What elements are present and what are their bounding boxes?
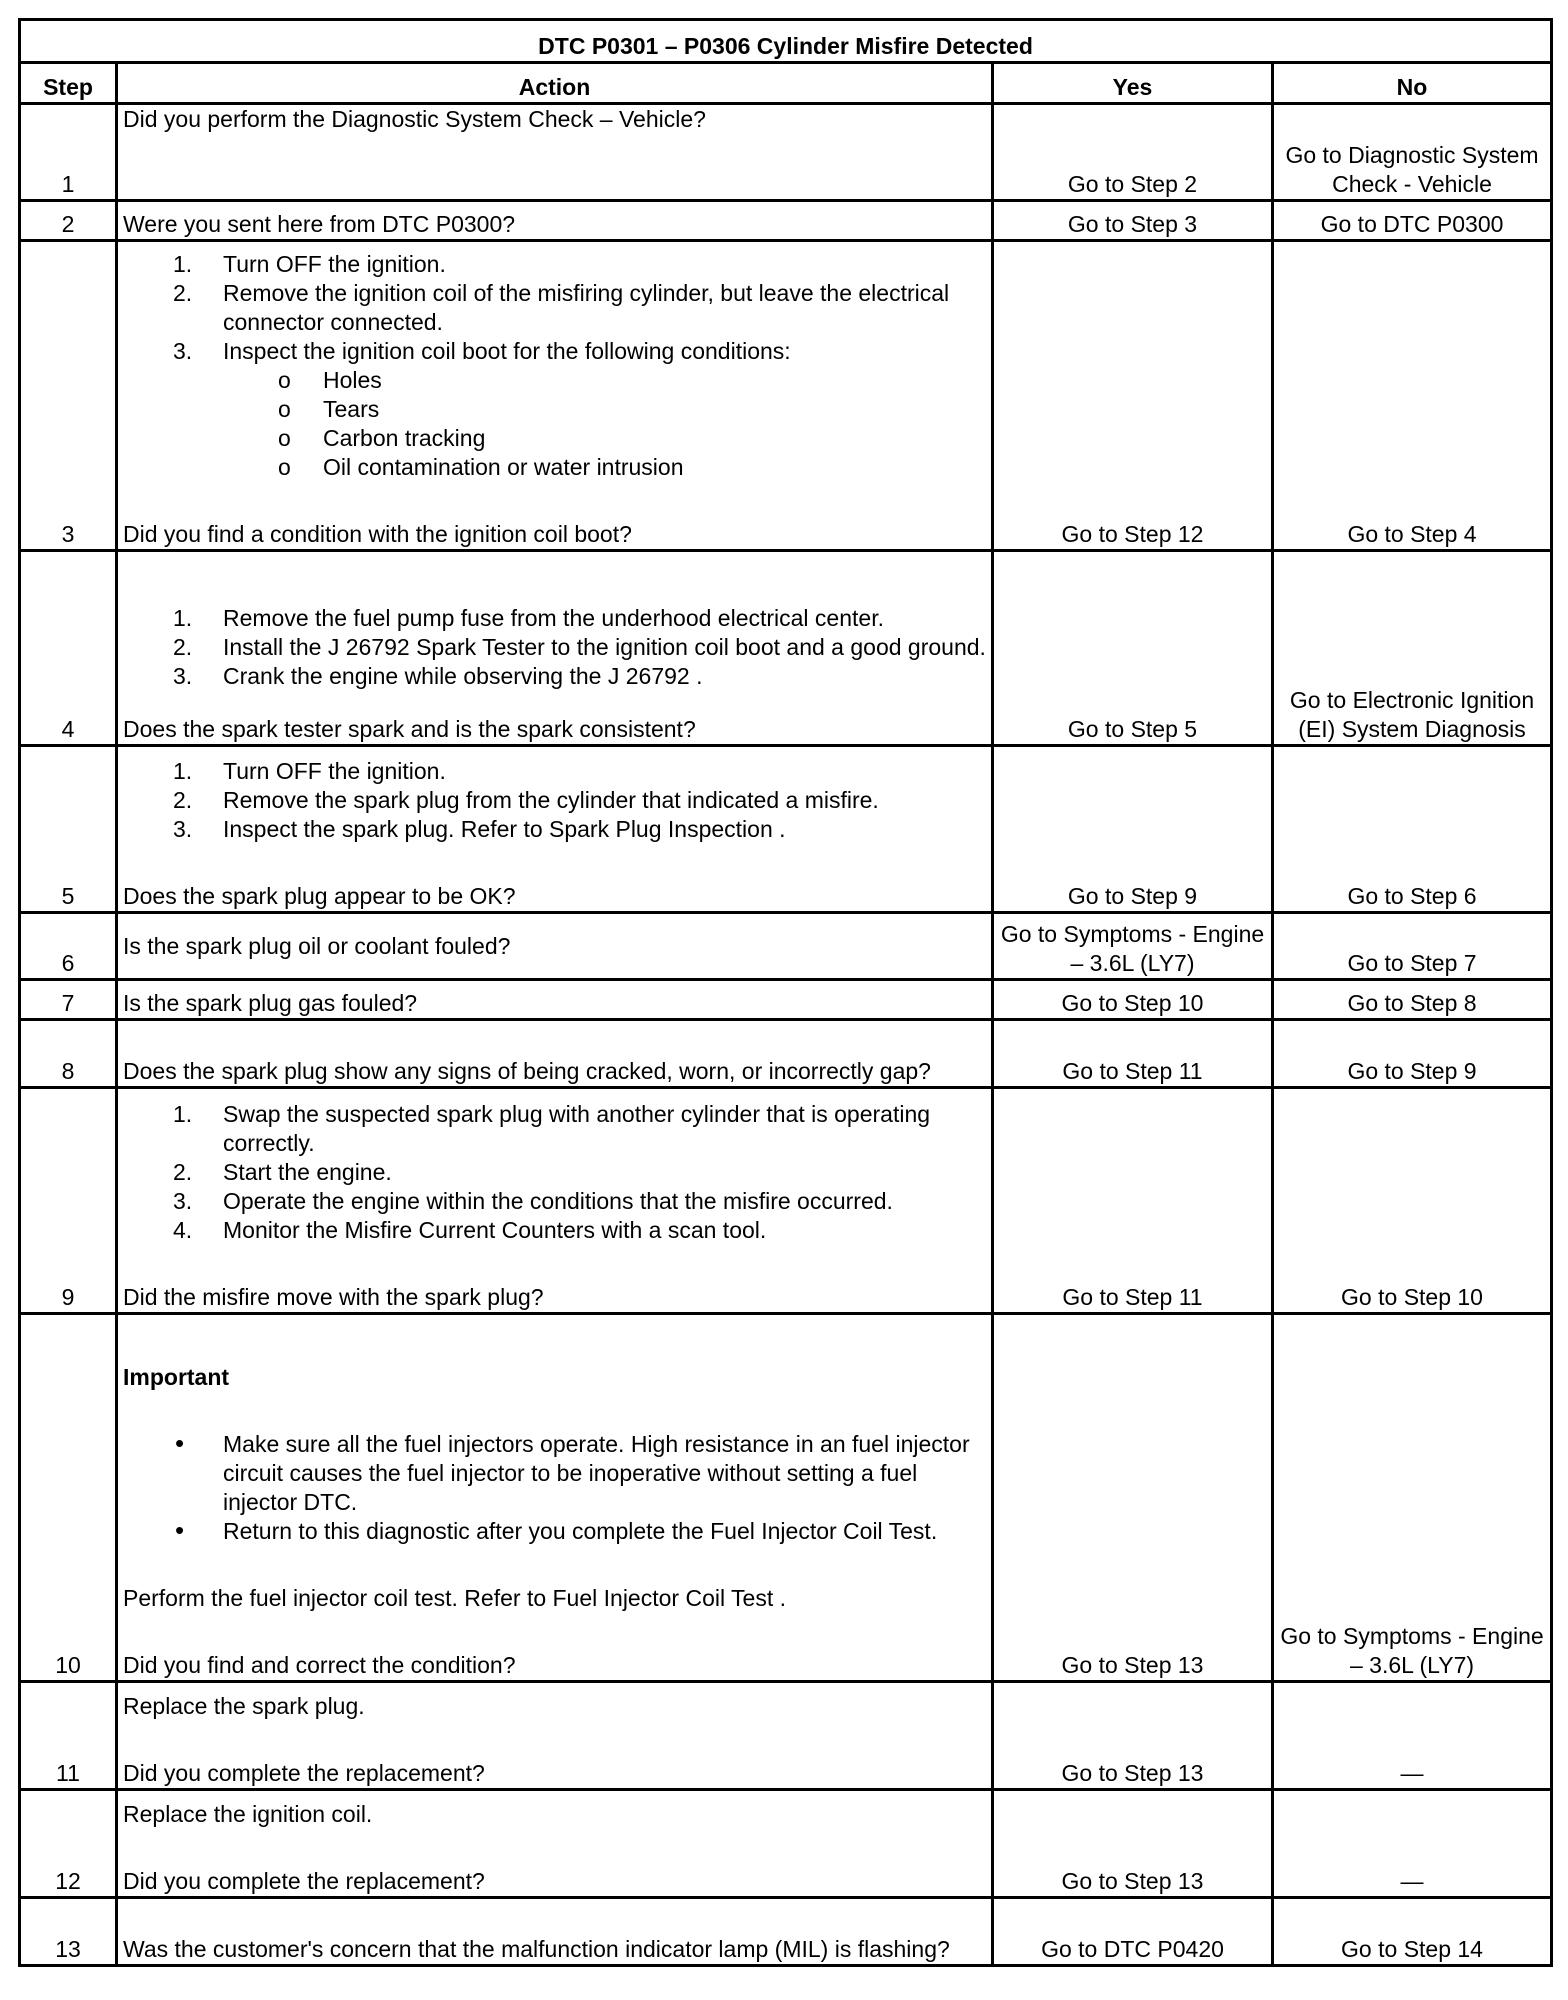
dtc-table <box>18 18 1553 1967</box>
step-number: 3 <box>20 241 117 551</box>
yes-cell[interactable]: Go to Step 3 <box>993 201 1273 241</box>
list-item: 1. Remove the fuel pump fuse from the underhood electrical center. <box>173 605 884 631</box>
instruction-list <box>123 250 986 366</box>
instruction-text: Replace the spark plug. <box>123 1693 365 1719</box>
question-text: Does the spark tester spark and is the spark consistent? <box>123 716 696 742</box>
table-row <box>20 201 1552 241</box>
list-item: 2. Start the engine. <box>173 1159 392 1185</box>
table-row <box>20 1020 1552 1088</box>
circle-bullet-icon: o <box>278 425 291 451</box>
step-number: 6 <box>20 913 117 980</box>
table-row <box>20 1790 1552 1898</box>
question-text: Did you complete the replacement? <box>123 1760 485 1786</box>
question-text: Does the spark plug appear to be OK? <box>123 883 516 909</box>
action-cell <box>117 913 993 980</box>
title-row <box>20 20 1552 63</box>
step-number: 2 <box>20 201 117 241</box>
step-number: 8 <box>20 1020 117 1088</box>
list-item: 2. Remove the spark plug from the cylinder that indicated a misfire. <box>173 787 879 813</box>
dtc-document <box>18 18 1550 1967</box>
instruction-list <box>123 1100 986 1245</box>
yes-cell[interactable]: Go to Step 10 <box>993 980 1273 1020</box>
list-item: o Carbon tracking <box>278 425 486 451</box>
list-item: 3. Inspect the spark plug. Refer to Spark Plug Inspection . <box>173 816 786 842</box>
important-list <box>123 1430 986 1546</box>
no-cell[interactable]: Go to Step 7 <box>1273 913 1552 980</box>
circle-bullet-icon: o <box>278 396 291 422</box>
action-cell <box>117 241 993 551</box>
yes-cell[interactable]: Go to Step 9 <box>993 746 1273 913</box>
yes-cell[interactable]: Go to Step 13 <box>993 1790 1273 1898</box>
table-row <box>20 551 1552 746</box>
table-row <box>20 746 1552 913</box>
question-text: Did you find and correct the condition? <box>123 1652 516 1678</box>
action-cell <box>117 1314 993 1682</box>
yes-cell[interactable]: Go to Step 13 <box>993 1682 1273 1790</box>
action-cell <box>117 201 993 241</box>
bullet-icon: • <box>175 1428 185 1458</box>
no-cell[interactable]: Go to Step 4 <box>1273 241 1552 551</box>
question-text: Did the misfire move with the spark plug? <box>123 1284 544 1310</box>
action-cell <box>117 1088 993 1314</box>
header-no: No <box>1273 63 1552 104</box>
no-cell[interactable]: Go to Symptoms - Engine – 3.6L (LY7) <box>1273 1314 1552 1682</box>
question-text: Did you complete the replacement? <box>123 1868 485 1894</box>
table-row <box>20 241 1552 551</box>
action-cell <box>117 104 993 201</box>
question-text: Is the spark plug oil or coolant fouled? <box>123 932 511 959</box>
table-row <box>20 1088 1552 1314</box>
question-text: Did you find a condition with the ignition coil boot? <box>123 521 632 547</box>
question-text: Was the customer's concern that the malfunction indicator lamp (MIL) is flashing? <box>123 1936 950 1962</box>
question-text: Were you sent here from DTC P0300? <box>123 211 516 237</box>
step-number: 13 <box>20 1898 117 1966</box>
list-item: 1. Turn OFF the ignition. <box>173 758 446 784</box>
action-cell <box>117 1020 993 1088</box>
no-cell[interactable]: Go to Step 8 <box>1273 980 1552 1020</box>
circle-bullet-icon: o <box>278 454 291 480</box>
step-number: 11 <box>20 1682 117 1790</box>
condition-list <box>123 366 986 482</box>
table-row <box>20 1314 1552 1682</box>
no-cell[interactable]: Go to DTC P0300 <box>1273 201 1552 241</box>
no-cell[interactable]: Go to Diagnostic System Check - Vehicle <box>1273 104 1552 201</box>
header-action: Action <box>117 63 993 104</box>
step-number: 1 <box>20 104 117 201</box>
yes-cell[interactable]: Go to DTC P0420 <box>993 1898 1273 1966</box>
table-title: DTC P0301 – P0306 Cylinder Misfire Detected <box>20 20 1552 63</box>
header-yes: Yes <box>993 63 1273 104</box>
question-text: Is the spark plug gas fouled? <box>123 990 418 1016</box>
question-text: Did you perform the Diagnostic System Check – Vehicle? <box>123 106 706 132</box>
instruction-text: Perform the fuel injector coil test. Refer to Fuel Injector Coil Test . <box>123 1585 787 1611</box>
action-cell <box>117 1790 993 1898</box>
list-item: 1. Turn OFF the ignition. <box>173 251 446 277</box>
question-text: Does the spark plug show any signs of being cracked, worn, or incorrectly gap? <box>123 1058 931 1084</box>
no-cell[interactable]: Go to Step 14 <box>1273 1898 1552 1966</box>
no-cell[interactable]: Go to Electronic Ignition (EI) System Diagnosis <box>1273 551 1552 746</box>
table-row <box>20 913 1552 980</box>
instruction-list <box>123 604 986 691</box>
step-number: 12 <box>20 1790 117 1898</box>
list-item: 3. Operate the engine within the conditions that the misfire occurred. <box>173 1188 893 1214</box>
list-item: 2. Remove the ignition coil of the misfiring cylinder, but leave the electrical connector connected. <box>173 280 950 335</box>
action-cell <box>117 551 993 746</box>
table-row <box>20 1682 1552 1790</box>
header-row <box>20 63 1552 104</box>
no-cell[interactable]: Go to Step 10 <box>1273 1088 1552 1314</box>
table-row <box>20 1898 1552 1966</box>
no-cell: — <box>1273 1790 1552 1898</box>
list-item: 4. Monitor the Misfire Current Counters with a scan tool. <box>173 1217 767 1243</box>
table-row <box>20 104 1552 201</box>
instruction-text: Replace the ignition coil. <box>123 1801 373 1827</box>
action-cell <box>117 980 993 1020</box>
yes-cell[interactable]: Go to Step 11 <box>993 1020 1273 1088</box>
important-heading: Important <box>123 1364 230 1390</box>
list-item: o Tears <box>278 396 380 422</box>
no-cell: — <box>1273 1682 1552 1790</box>
yes-cell[interactable]: Go to Step 2 <box>993 104 1273 201</box>
list-item: • Return to this diagnostic after you complete the Fuel Injector Coil Test. <box>175 1515 938 1545</box>
yes-cell[interactable]: Go to Step 13 <box>993 1314 1273 1682</box>
no-cell[interactable]: Go to Step 9 <box>1273 1020 1552 1088</box>
step-number: 9 <box>20 1088 117 1314</box>
list-item: o Holes <box>278 367 382 393</box>
circle-bullet-icon: o <box>278 367 291 393</box>
step-number: 10 <box>20 1314 117 1682</box>
step-number: 7 <box>20 980 117 1020</box>
list-item: 1. Swap the suspected spark plug with another cylinder that is operating correctly. <box>173 1101 931 1156</box>
yes-cell[interactable]: Go to Step 12 <box>993 241 1273 551</box>
list-item: • Make sure all the fuel injectors operate. High resistance in an fuel injector circuit causes the fuel injector to be inoperative without setting a fuel injector DTC. <box>175 1428 970 1515</box>
step-number: 5 <box>20 746 117 913</box>
list-item: 2. Install the J 26792 Spark Tester to the ignition coil boot and a good ground. <box>173 634 986 660</box>
yes-cell[interactable]: Go to Symptoms - Engine – 3.6L (LY7) <box>993 913 1273 980</box>
no-cell[interactable]: Go to Step 6 <box>1273 746 1552 913</box>
list-item: 3. Crank the engine while observing the J 26792 . <box>173 663 703 689</box>
action-cell <box>117 746 993 913</box>
action-cell <box>117 1682 993 1790</box>
table-row <box>20 980 1552 1020</box>
action-cell <box>117 1898 993 1966</box>
bullet-icon: • <box>175 1515 185 1545</box>
yes-cell[interactable]: Go to Step 11 <box>993 1088 1273 1314</box>
header-step: Step <box>20 63 117 104</box>
list-item: 3. Inspect the ignition coil boot for the following conditions: <box>173 338 791 364</box>
yes-cell[interactable]: Go to Step 5 <box>993 551 1273 746</box>
list-item: o Oil contamination or water intrusion <box>278 454 684 480</box>
step-number: 4 <box>20 551 117 746</box>
instruction-list <box>123 757 986 844</box>
